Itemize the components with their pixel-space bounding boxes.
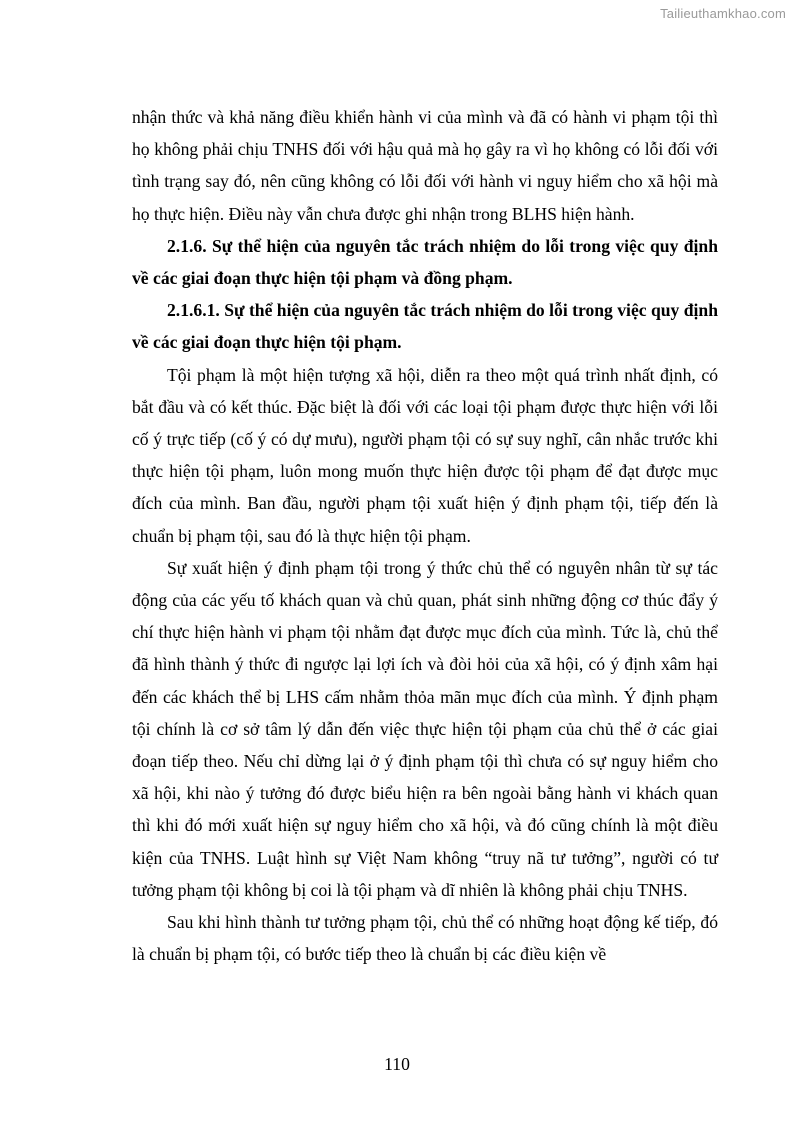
watermark: Tailieuthamkhao.com bbox=[660, 6, 786, 21]
page-number: 110 bbox=[384, 1054, 410, 1074]
paragraph-continuation: nhận thức và khả năng điều khiển hành vi của mình và đã có hành vi phạm tội thì họ không phải chịu TNHS đối với hậu quả mà họ gây ra vì họ không có lỗi đối với tình trạng say đó, nên cũng không có lỗi đối với hành vi nguy hiểm cho xã hội mà họ thực hiện. Điều này vẫn chưa được ghi nhận trong BLHS hiện hành. bbox=[132, 107, 718, 224]
document-body bbox=[132, 101, 718, 970]
paragraph: Sự xuất hiện ý định phạm tội trong ý thức chủ thể có nguyên nhân từ sự tác động của các yếu tố khách quan và chủ quan, phát sinh những động cơ thúc đẩy ý chí thực hiện hành vi phạm tội nhằm đạt được mục đích của mình. Tức là, chủ thể đã hình thành ý thức đi ngược lại lợi ích và đòi hỏi của xã hội, có ý định xâm hại đến các khách thể bị LHS cấm nhằm thỏa mãn mục đích của mình. Ý định phạm tội chính là cơ sở tâm lý dẫn đến việc thực hiện tội phạm của chủ thể ở các giai đoạn tiếp theo. Nếu chỉ dừng lại ở ý định phạm tội thì chưa có sự nguy hiểm cho xã hội, khi nào ý tưởng đó được biểu hiện ra bên ngoài bằng hành vi khách quan thì khi đó mới xuất hiện sự nguy hiểm cho xã hội, và đó cũng chính là một điều kiện của TNHS. Luật hình sự Việt Nam không “truy nã tư tưởng”, người có tư tưởng phạm tội không bị coi là tội phạm và dĩ nhiên là không phải chịu TNHS. bbox=[132, 557, 718, 900]
paragraph: Sau khi hình thành tư tưởng phạm tội, chủ thể có những hoạt động kế tiếp, đó là chuẩn bị phạm tội, có bước tiếp theo là chuẩn bị các điều kiện về bbox=[132, 912, 718, 965]
paragraph: Tội phạm là một hiện tượng xã hội, diễn ra theo một quá trình nhất định, có bắt đầu và có kết thúc. Đặc biệt là đối với các loại tội phạm được thực hiện với lỗi cố ý trực tiếp (cố ý có dự mưu), người phạm tội có sự suy nghĩ, cân nhắc trước khi thực hiện tội phạm, luôn mong muốn thực hiện được tội phạm để đạt được mục đích của mình. Ban đầu, người phạm tội xuất hiện ý định phạm tội, tiếp đến là chuẩn bị phạm tội, sau đó là thực hiện tội phạm. bbox=[132, 364, 718, 546]
section-heading-2-1-6: 2.1.6. Sự thể hiện của nguyên tắc trách nhiệm do lỗi trong việc quy định về các giai đoạn thực hiện tội phạm và đồng phạm. bbox=[132, 235, 718, 289]
subsection-heading-2-1-6-1: 2.1.6.1. Sự thể hiện của nguyên tắc trách nhiệm do lỗi trong việc quy định về các giai đoạn thực hiện tội phạm. bbox=[132, 300, 718, 353]
